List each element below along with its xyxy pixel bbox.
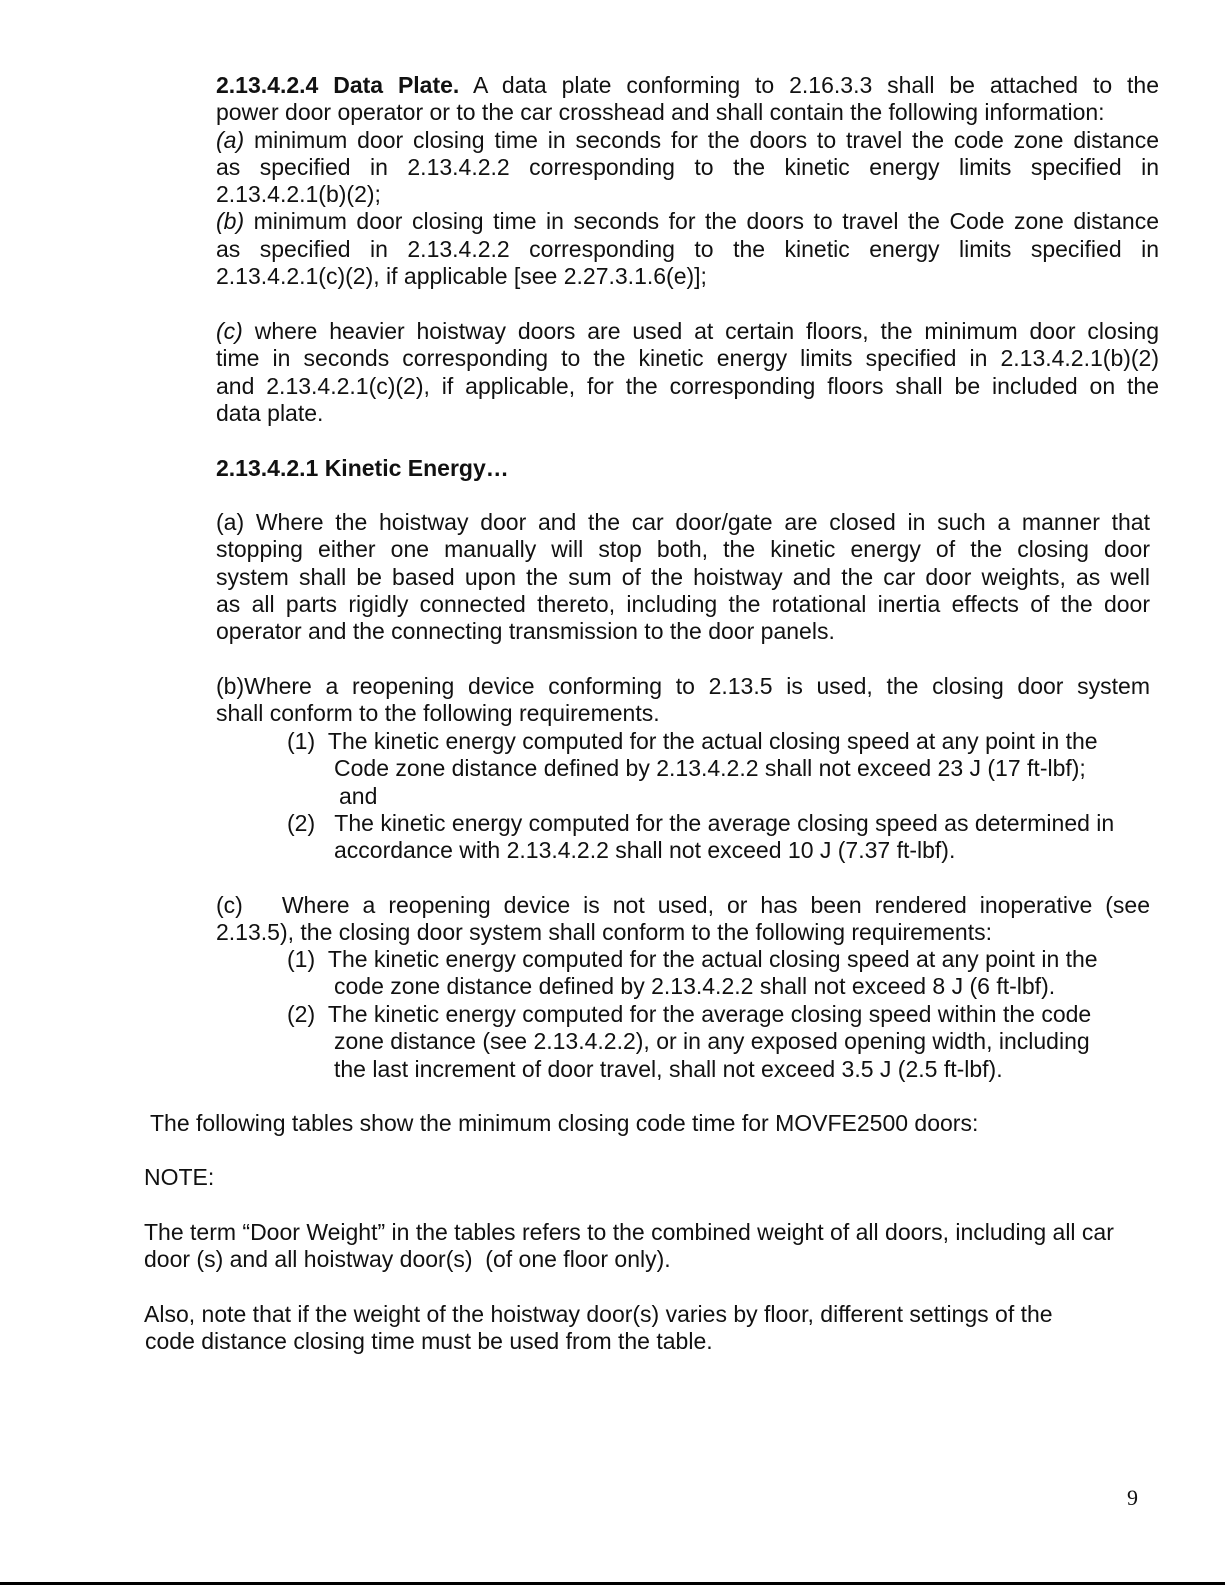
note-1-line-2: door (s) and all hoistway door(s) (of one floor only). bbox=[144, 1246, 671, 1273]
ke-b1-text-1: The kinetic energy computed for the actual closing speed at any point in the bbox=[327, 728, 1098, 754]
ke-c-text-1: (c) Where a reopening device is not used, or has been rendered inoperative (see bbox=[216, 892, 1150, 918]
ke-c-text-2: 2.13.5), the closing door system shall conform to the following requirements: bbox=[216, 919, 992, 946]
ke-c2-line-1 bbox=[287, 1001, 1091, 1028]
ke-a-text-5: operator and the connecting transmission to the door panels. bbox=[216, 618, 835, 645]
ke-c2-text-2: zone distance (see 2.13.4.2.2), or in any exposed opening width, including bbox=[334, 1028, 1090, 1055]
note-paragraph-2 bbox=[144, 1301, 1164, 1356]
item-c-line-1 bbox=[216, 318, 1159, 345]
note-label-block bbox=[144, 1164, 1164, 1191]
item-a-line-1 bbox=[216, 127, 1159, 154]
item-c-text-4: data plate. bbox=[216, 399, 324, 426]
ke-b2-item bbox=[287, 810, 1114, 865]
ke-c2-number: (2) bbox=[287, 1001, 316, 1027]
ke-b2-line-1 bbox=[287, 810, 1114, 837]
ke-c2-item bbox=[287, 1001, 1091, 1083]
ke-a-text-4: as all parts rigidly connected thereto, including the rotational inertia effects of the door bbox=[216, 590, 1150, 617]
note-paragraph-1 bbox=[144, 1219, 1164, 1274]
item-a-text-2: as specified in 2.13.4.2.2 corresponding to the kinetic energy limits specified in bbox=[216, 153, 1159, 180]
ke-b1-item bbox=[287, 728, 1098, 810]
kinetic-energy-heading: 2.13.4.2.1 Kinetic Energy… bbox=[216, 455, 509, 481]
tables-intro: The following tables show the minimum closing code time for MOVFE2500 doors: bbox=[144, 1110, 979, 1136]
item-c-text-1: where heavier hoistway doors are used at certain floors, the minimum door closing bbox=[254, 318, 1160, 344]
data-plate-intro-2: power door operator or to the car crosshead and shall contain the following information: bbox=[216, 99, 1105, 126]
data-plate-heading: 2.13.4.2.4 Data Plate. bbox=[216, 72, 460, 98]
item-b-line-1 bbox=[216, 208, 1159, 235]
item-a-text-1: minimum door closing time in seconds for the doors to travel the code zone distance bbox=[253, 126, 1159, 153]
ke-c1-line-1 bbox=[287, 946, 1098, 973]
note-2-line-2: code distance closing time must be used from the table. bbox=[145, 1328, 713, 1355]
ke-b2-number: (2) bbox=[287, 810, 316, 836]
tables-intro-block bbox=[144, 1110, 1164, 1137]
ke-b2-text-1: The kinetic energy computed for the average closing speed as determined in bbox=[334, 810, 1115, 836]
ke-b1-text-2: Code zone distance defined by 2.13.4.2.2 shall not exceed 23 J (17 ft-lbf); bbox=[334, 755, 1086, 782]
ke-b-text-2: shall conform to the following requirements. bbox=[216, 700, 660, 727]
note-2-line-1: Also, note that if the weight of the hoistway door(s) varies by floor, different settings of the bbox=[144, 1301, 1053, 1327]
ke-c2-text-3: the last increment of door travel, shall not exceed 3.5 J (2.5 ft-lbf). bbox=[334, 1055, 1003, 1082]
note-1-line-1: The term “Door Weight” in the tables refers to the combined weight of all doors, including all car bbox=[144, 1219, 1114, 1245]
item-b-text-3: 2.13.4.2.1(c)(2), if applicable [see 2.27.3.1.6(e)]; bbox=[216, 263, 707, 290]
item-b-text-2: as specified in 2.13.4.2.2 corresponding to the kinetic energy limits specified in bbox=[216, 235, 1159, 262]
data-plate-intro-1: A data plate conforming to 2.16.3.3 shall be attached to the bbox=[472, 72, 1160, 98]
ke-b1-text-3: and bbox=[339, 782, 378, 809]
kinetic-energy-item-b bbox=[216, 673, 1150, 728]
note-label: NOTE: bbox=[144, 1164, 215, 1190]
ke-a-text-2: stopping either one manually will stop both, the kinetic energy of the closing door bbox=[216, 536, 1150, 563]
item-c-text-2: time in seconds corresponding to the kinetic energy limits specified in 2.13.4.2.1(b)(2) bbox=[216, 345, 1159, 372]
item-c-marker: (c) bbox=[216, 318, 243, 344]
section-kinetic-energy-heading bbox=[216, 455, 1159, 482]
ke-c1-text-2: code zone distance defined by 2.13.4.2.2 shall not exceed 8 J (6 ft-lbf). bbox=[334, 973, 1056, 1000]
ke-c1-item bbox=[287, 946, 1098, 1001]
ke-c1-number: (1) bbox=[287, 946, 316, 972]
kinetic-energy-item-c bbox=[216, 892, 1150, 947]
kinetic-energy-item-a bbox=[216, 509, 1150, 645]
item-a-text-3: 2.13.4.2.1(b)(2); bbox=[216, 181, 381, 208]
ke-a-text-1: (a) Where the hoistway door and the car door/gate are closed in such a manner that bbox=[216, 509, 1150, 535]
section-data-plate bbox=[216, 72, 1159, 290]
item-c-text-3: and 2.13.4.2.1(c)(2), if applicable, for the corresponding floors shall be included on the bbox=[216, 372, 1159, 399]
item-a-marker: (a) bbox=[216, 126, 245, 153]
ke-a-text-3: system shall be based upon the sum of the hoistway and the car door weights, as well bbox=[216, 563, 1150, 590]
ke-b2-text-2: accordance with 2.13.4.2.2 shall not exceed 10 J (7.37 ft-lbf). bbox=[334, 837, 956, 864]
data-plate-line-1 bbox=[216, 72, 1159, 99]
ke-b1-line-1 bbox=[287, 728, 1098, 755]
ke-c2-text-1: The kinetic energy computed for the average closing speed within the code bbox=[327, 1001, 1092, 1027]
page-number: 9 bbox=[1127, 1485, 1138, 1510]
item-b-marker: (b) bbox=[216, 208, 245, 235]
ke-c1-text-1: The kinetic energy computed for the actual closing speed at any point in the bbox=[327, 946, 1098, 972]
item-b-text-1: minimum door closing time in seconds for the doors to travel the Code zone distance bbox=[253, 208, 1159, 235]
ke-b-text-1: (b)Where a reopening device conforming to 2.13.5 is used, the closing door system bbox=[216, 673, 1150, 699]
section-data-plate-c bbox=[216, 318, 1159, 427]
ke-b1-number: (1) bbox=[287, 728, 316, 754]
